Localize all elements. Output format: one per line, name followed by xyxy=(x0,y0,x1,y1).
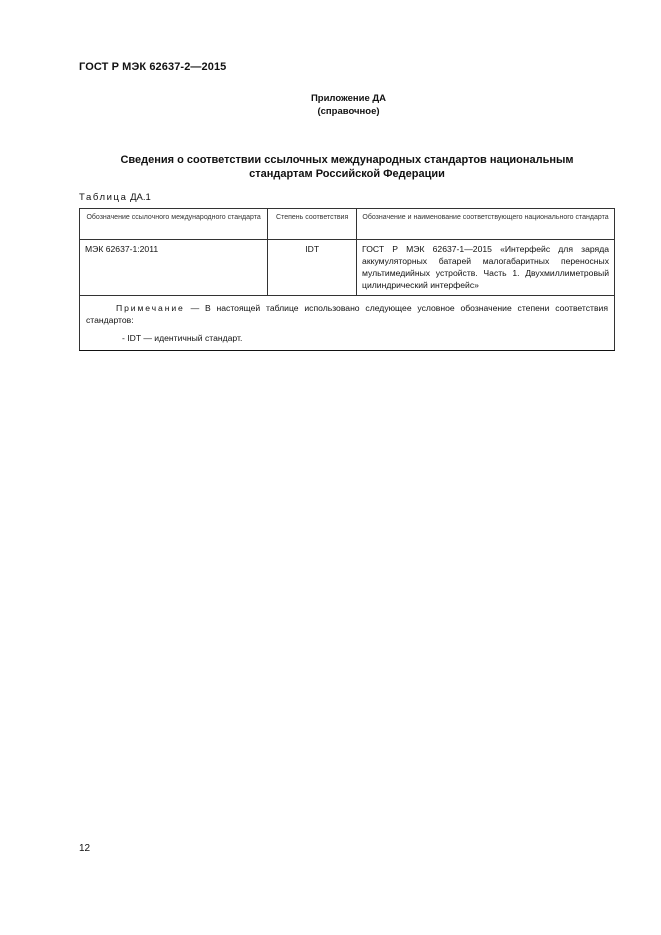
header-national-standard: Обозначение и наименование соответствующего национального стандарта xyxy=(357,209,615,240)
table-note xyxy=(80,296,615,351)
table-caption-word: Таблица xyxy=(79,192,128,203)
table-header-row xyxy=(80,209,615,240)
table-caption xyxy=(79,192,151,203)
cell-international-standard: МЭК 62637-1:2011 xyxy=(80,240,268,296)
header-degree-of-correspondence: Степень соответствия xyxy=(268,209,357,240)
section-title xyxy=(79,153,615,181)
annex-type: (справочное) xyxy=(317,106,380,117)
correspondence-table xyxy=(79,208,615,351)
note-bullet: - IDT — идентичный стандарт. xyxy=(122,333,243,343)
annex-title: Приложение ДА xyxy=(310,93,387,104)
section-title-line-1: Сведения о соответствии ссылочных международных стандартов национальным xyxy=(120,154,574,166)
section-title-line-2: стандартам Российской Федерации xyxy=(249,168,445,180)
table-caption-number: ДА.1 xyxy=(130,192,151,203)
page-number: 12 xyxy=(79,843,91,854)
note-text xyxy=(86,302,608,326)
table-row xyxy=(80,240,615,296)
note-body: — В настоящей таблице использовано следующее условное обозначение степени соответствия стандартов: xyxy=(86,303,608,325)
header-international-standard: Обозначение ссылочного международного стандарта xyxy=(80,209,268,240)
table-note-row xyxy=(80,296,615,351)
note-label: Примечание xyxy=(116,303,185,313)
annex-heading xyxy=(0,92,661,118)
cell-degree: IDT xyxy=(268,240,357,296)
document-code: ГОСТ Р МЭК 62637-2—2015 xyxy=(79,61,227,73)
cell-national-standard: ГОСТ Р МЭК 62637-1—2015 «Интерфейс для заряда аккумуляторных батарей малогабаритных переносных мультимедийных устройств. Часть 1. Двухмиллиметровый цилиндрический интерфейс» xyxy=(357,240,615,296)
